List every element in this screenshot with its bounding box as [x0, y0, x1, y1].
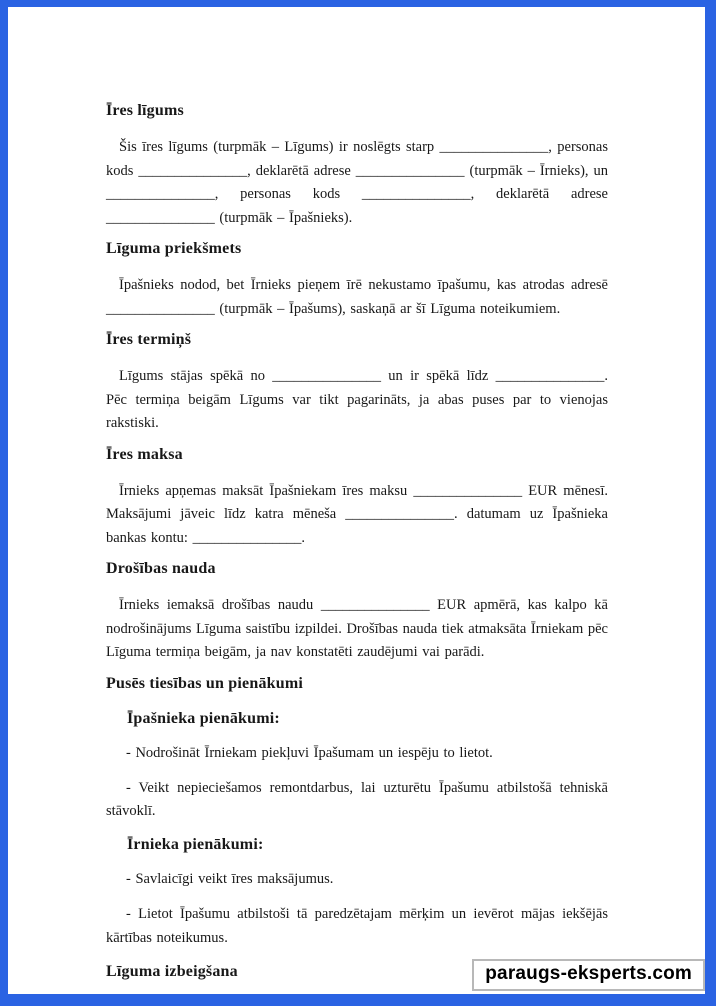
doc-paragraph: Īpašnieks nodod, bet Īrnieks pieņem īrē nekustamo īpašumu, kas atrodas adresē _______________ (turpmāk – Īpašums), saskaņā ar šī Līguma noteikumiem.	[106, 277, 608, 317]
watermark-text: paraugs-eksperts.com	[485, 963, 692, 984]
doc-paragraph: Šis īres līgums (turpmāk – Līgums) ir noslēgts starp _______________, personas kods _______________, deklarētā adrese _______________ (turpmāk – Īrnieks), un _______________, personas kods _______________, deklarētā adrese _______________ (turpmāk – Īpašnieks).	[106, 139, 608, 226]
doc-heading: Pusēs tiesības un pienākumi	[106, 674, 304, 692]
doc-subheading: Īpašnieka pienākumi:	[127, 709, 280, 727]
doc-heading: Īres maksa	[106, 445, 183, 463]
doc-paragraph: Īrnieks iemaksā drošības naudu _______________ EUR apmērā, kas kalpo kā nodrošinājums Līguma saistību izpildei. Drošības nauda tiek atmaksāta Īrniekam pēc Līguma termiņa beigām, ja nav konstatēti zaudējumi vai parādi.	[106, 597, 608, 660]
doc-heading: Līguma izbeigšana	[106, 962, 238, 980]
doc-heading: Īres līgums	[106, 102, 184, 119]
doc-bullet: - Nodrošināt Īrniekam piekļuvi Īpašumam un iespēju to lietot.	[126, 744, 493, 761]
doc-bullet: - Veikt nepieciešamos remontdarbus, lai uzturētu Īpašumu atbilstošā tehniskā stāvoklī.	[106, 779, 608, 819]
doc-heading: Līguma priekšmets	[106, 240, 242, 257]
doc-paragraph: Līgums stājas spēkā no _______________ un ir spēkā līdz _______________. Pēc termiņa beigām Līgums var tikt pagarināts, ja abas puses par to vienojas rakstiski.	[106, 368, 608, 431]
watermark-badge	[472, 959, 705, 991]
rental-contract-document	[106, 101, 608, 982]
doc-heading: Drošības nauda	[106, 560, 216, 577]
doc-heading: Īres termiņš	[106, 331, 192, 348]
doc-bullet: - Savlaicīgi veikt īres maksājumus.	[126, 871, 334, 887]
doc-paragraph: Īrnieks apņemas maksāt Īpašniekam īres maksu _______________ EUR mēnesī. Maksājumi jāveic līdz katra mēneša _______________. datumam uz Īpašnieka bankas kontu: _______________.	[106, 482, 608, 546]
doc-subheading: Īrnieka pienākumi:	[127, 836, 264, 853]
doc-bullet: - Lietot Īpašumu atbilstoši tā paredzētajam mērķim un ievērot mājas iekšējās kārtības noteikumus.	[106, 906, 608, 946]
